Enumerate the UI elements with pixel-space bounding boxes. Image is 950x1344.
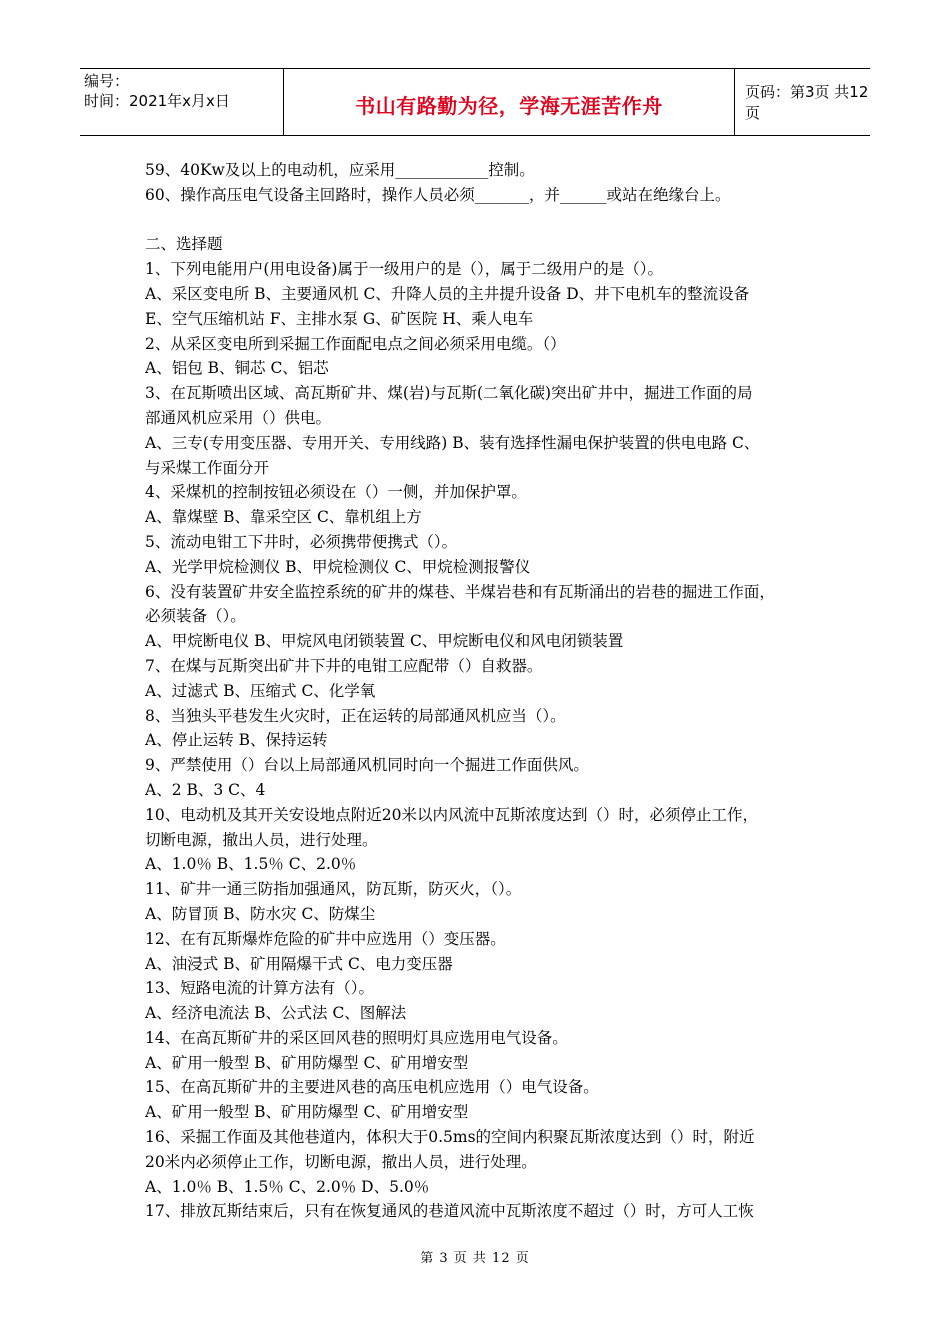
text-line: 部通风机应采用（）供电。 bbox=[145, 408, 332, 427]
text-line: 11、矿井一通三防指加强通风，防瓦斯，防灭火，（）。 bbox=[145, 880, 522, 899]
document-body bbox=[145, 158, 815, 1224]
text-line: A、油浸式 B、矿用隔爆干式 C、电力变压器 bbox=[145, 954, 453, 973]
text-line: E、空气压缩机站 F、主排水泵 G、矿医院 H、乘人电车 bbox=[145, 309, 534, 328]
text-line: A、采区变电所 B、主要通风机 C、升降人员的主井提升设备 D、井下电机车的整流设备 bbox=[145, 284, 750, 303]
text-line: 6、没有装置矿井安全监控系统的矿井的煤巷、半煤岩巷和有瓦斯涌出的岩巷的掘进工作面， bbox=[145, 582, 775, 601]
document-number-label: 编号： bbox=[84, 72, 130, 90]
text-line: A、经济电流法 B、公式法 C、图解法 bbox=[145, 1004, 407, 1023]
text-line: 20米内必须停止工作，切断电源，撤出人员，进行处理。 bbox=[145, 1152, 537, 1171]
text-line: 必须装备（）。 bbox=[145, 607, 246, 626]
text-line: 14、在高瓦斯矿井的采区回风巷的照明灯具应选用电气设备。 bbox=[145, 1028, 568, 1047]
text-line: 与采煤工作面分开 bbox=[145, 458, 270, 477]
page-footer bbox=[0, 1247, 950, 1266]
page-info-text: 页码：第3页 共12页 bbox=[745, 83, 869, 122]
text-line: 二、选择题 bbox=[145, 235, 223, 254]
text-line: 2、从采区变电所到采掘工作面配电点之间必须采用电缆。（） bbox=[145, 334, 566, 353]
text-line: A、铝包 B、铜芯 C、铝芯 bbox=[145, 359, 329, 378]
header-page-info bbox=[735, 69, 870, 135]
text-line: A、1.0％ B、1.5％ C、2.0％ bbox=[145, 855, 357, 874]
text-line: 3、在瓦斯喷出区域、高瓦斯矿井、煤(岩)与瓦斯(二氧化碳)突出矿井中，掘进工作面的局 bbox=[145, 384, 753, 403]
text-line: A、矿用一般型 B、矿用防爆型 C、矿用增安型 bbox=[145, 1053, 469, 1072]
text-line: 9、严禁使用（）台以上局部通风机同时向一个掘进工作面供风。 bbox=[145, 756, 589, 775]
text-line: A、1.0％ B、1.5％ C、2.0％ D、5.0％ bbox=[145, 1177, 430, 1196]
text-line: A、三专(专用变压器、专用开关、专用线路) B、装有选择性漏电保护装置的供电电路 C、 bbox=[145, 433, 760, 452]
text-line: 60、操作高压电气设备主回路时，操作人员必须_______，并______或站在绝缘台上。 bbox=[145, 185, 731, 204]
text-line: A、甲烷断电仪 B、甲烷风电闭锁装置 C、甲烷断电仪和风电闭锁装置 bbox=[145, 632, 624, 651]
text-line: 12、在有瓦斯爆炸危险的矿井中应选用（）变压器。 bbox=[145, 929, 506, 948]
page-header bbox=[80, 68, 870, 136]
text-line: 4、采煤机的控制按钮必须设在（）一侧，并加保护罩。 bbox=[145, 483, 527, 502]
text-line: 15、在高瓦斯矿井的主要进风巷的高压电机应选用（）电气设备。 bbox=[145, 1078, 599, 1097]
text-line: A、防冒顶 B、防水灾 C、防煤尘 bbox=[145, 904, 376, 923]
header-motto: 书山有路勤为径，学海无涯苦作舟 bbox=[355, 93, 663, 118]
text-line: A、2 B、3 C、4 bbox=[145, 780, 266, 799]
text-line: 13、短路电流的计算方法有（）。 bbox=[145, 979, 374, 998]
header-meta bbox=[80, 69, 283, 135]
text-line: 5、流动电钳工下井时，必须携带便携式（）。 bbox=[145, 532, 458, 551]
text-line: 7、在煤与瓦斯突出矿井下井的电钳工应配带（）自救器。 bbox=[145, 656, 543, 675]
text-line: 8、当独头平巷发生火灾时，正在运转的局部通风机应当（）。 bbox=[145, 706, 566, 725]
text-line: 59、40Kw及以上的电动机，应采用____________控制。 bbox=[145, 161, 535, 179]
text-line: A、光学甲烷检测仪 B、甲烷检测仪 C、甲烷检测报警仪 bbox=[145, 557, 531, 576]
text-line: 1、下列电能用户(用电设备)属于一级用户的是（），属于二级用户的是（）。 bbox=[145, 260, 663, 279]
text-line: 17、排放瓦斯结束后，只有在恢复通风的巷道风流中瓦斯浓度不超过（）时，方可人工恢 bbox=[145, 1202, 754, 1221]
text-line: 16、采掘工作面及其他巷道内，体积大于0.5ms的空间内积聚瓦斯浓度达到（）时，附近 bbox=[145, 1128, 755, 1147]
text-line: 10、电动机及其开关安设地点附近20米以内风流中瓦斯浓度达到（）时，必须停止工作， bbox=[145, 805, 758, 824]
text-line: A、停止运转 B、保持运转 bbox=[145, 731, 328, 750]
text-line: A、矿用一般型 B、矿用防爆型 C、矿用增安型 bbox=[145, 1103, 469, 1122]
text-line: 切断电源，撤出人员，进行处理。 bbox=[145, 830, 378, 849]
document-date: 时间：2021年x月x日 bbox=[84, 92, 230, 110]
text-line: A、过滤式 B、压缩式 C、化学氧 bbox=[145, 681, 376, 700]
blank-line bbox=[145, 208, 815, 233]
header-motto-cell bbox=[283, 69, 735, 135]
footer-page-number: 第 3 页 共 12 页 bbox=[420, 1251, 530, 1266]
text-line: A、靠煤壁 B、靠采空区 C、靠机组上方 bbox=[145, 508, 422, 527]
